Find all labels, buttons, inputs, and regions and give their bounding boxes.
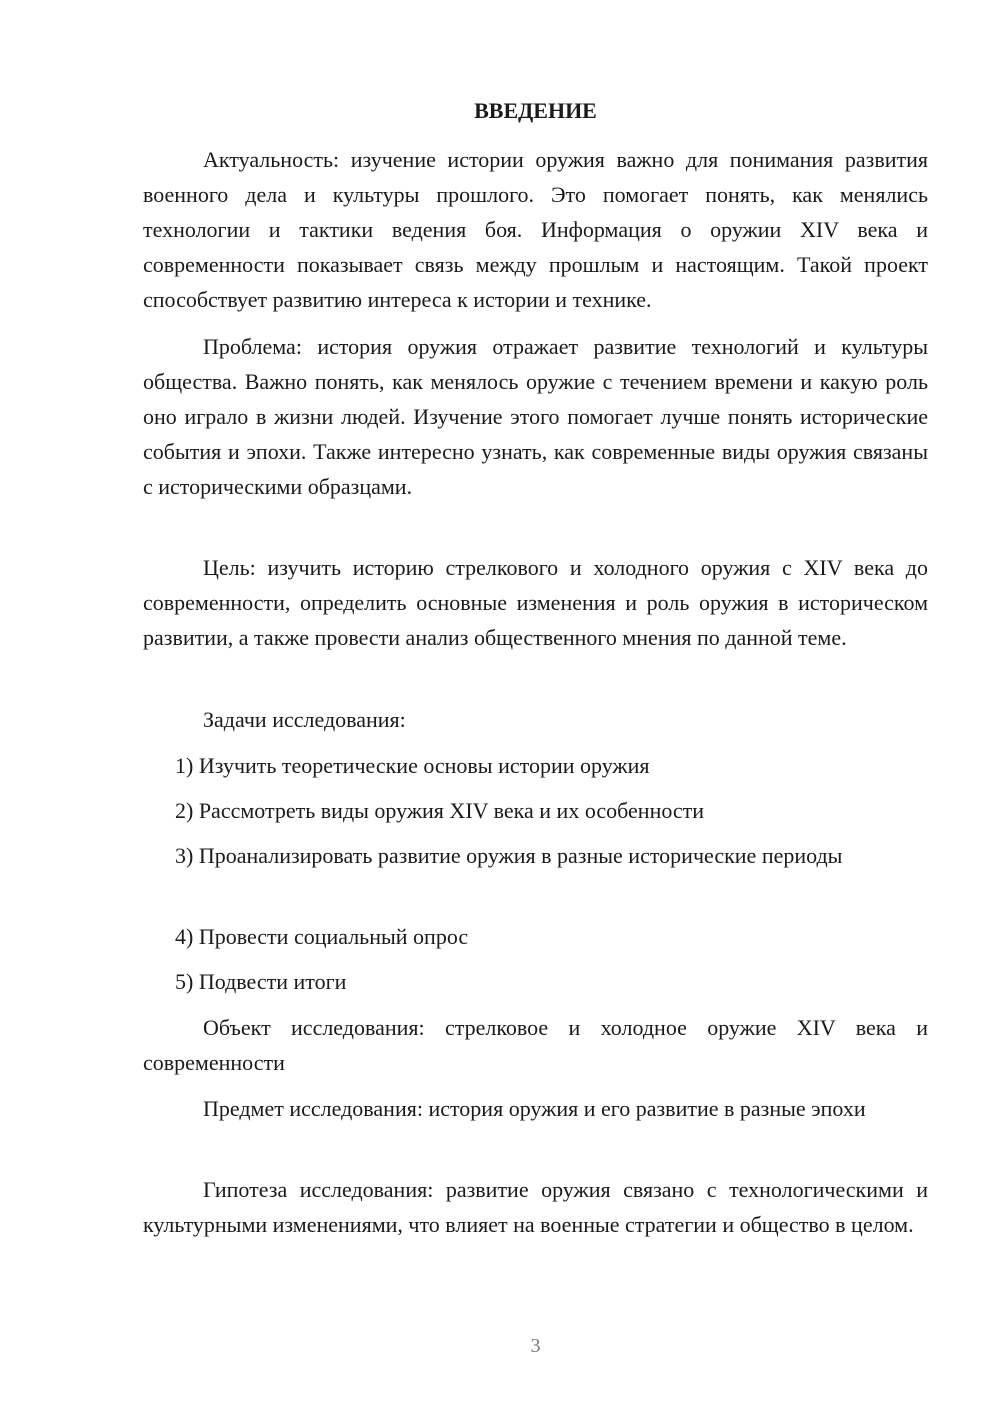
- relevance-paragraph: Актуальность: изучение истории оружия важно для понимания развития военного дела и культуры прошлого. Это помогает понять, как менялись технологии и тактики ведения боя. Информация о оружии XIV века и современности показывает связь между прошлым и настоящим. Такой проект способствует развитию интереса к истории и технике.: [143, 147, 928, 312]
- task-item: 3) Проанализировать развитие оружия в разные исторические периоды: [175, 843, 843, 868]
- problem-paragraph: Проблема: история оружия отражает развитие технологий и культуры общества. Важно понять, как менялось оружие с течением времени и какую роль оно играло в жизни людей. Изучение этого помогает лучше понять исторические события и эпохи. Также интересно узнать, как современные виды оружия связаны с историческими образцами.: [143, 334, 928, 499]
- task-item: 5) Подвести итоги: [175, 969, 347, 994]
- task-item: 2) Рассмотреть виды оружия XIV века и их особенности: [175, 798, 705, 823]
- task-item: 1) Изучить теоретические основы истории оружия: [175, 753, 650, 778]
- object-paragraph: Объект исследования: стрелковое и холодное оружие XIV века и современности: [143, 1015, 928, 1075]
- subject-paragraph: Предмет исследования: история оружия и его развитие в разные эпохи: [203, 1096, 866, 1121]
- hypothesis-paragraph: Гипотеза исследования: развитие оружия связано с технологическими и культурными изменениями, что влияет на военные стратегии и общество в целом.: [143, 1177, 928, 1237]
- page-title: ВВЕДЕНИЕ: [474, 98, 597, 123]
- tasks-heading: Задачи исследования:: [203, 707, 406, 732]
- goal-paragraph: Цель: изучить историю стрелкового и холодного оружия с XIV века до современности, определить основные изменения и роль оружия в историческом развитии, а также провести анализ общественного мнения по данной теме.: [143, 555, 928, 650]
- page-number: 3: [530, 1335, 541, 1357]
- task-item: 4) Провести социальный опрос: [175, 924, 469, 949]
- document-page: [143, 0, 928, 1414]
